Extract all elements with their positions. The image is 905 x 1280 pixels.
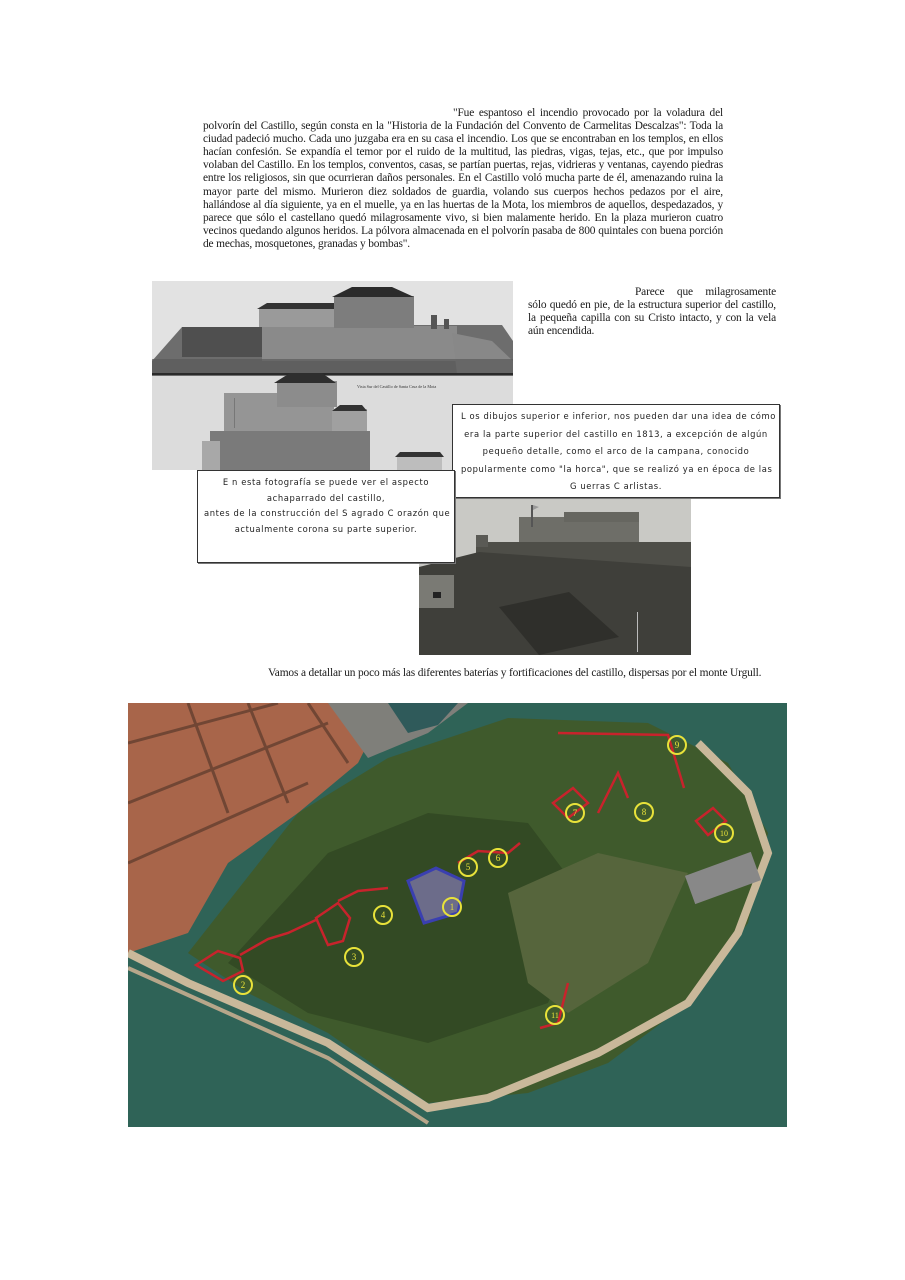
castle-old-photo bbox=[419, 497, 691, 655]
fire-quote-text: "Fue espantoso el incendio provocado por la voladura del polvorín del Castillo, según consta en la "Historia de la Fundación del Convento de Carmelitas Descalzas": Toda la ciudad padeció mucho. Cada uno juzgaba era en su casa el incendio. Los que se encontraban en los templos, en ellos hacían confesión. Se expandía el temor por el ruido de la multitud, las piedras, vigas, tejas, etc., que por impulso volaban del Castillo. En los templos, conventos, casas, se partían puertas, rejas, vidrieras y ventanas, cayendo piedras entre los religiosos, sin que ocurrieran daños personales. En el Castillo voló mucha parte de él, amenazando ruina la mayor parte del mismo. Murieron diez soldados de guardia, volando sus cuerpos hechos pedazos por el aire, hallándose al día siguiente, ya en el muelle, ya en las huertas de la Mota, los miembros de aquellos, despedazados, y parece que sólo el castellano quedó milagrosamente vivo, si bien malamente herido. En la plaza murieron cuatro vecinos quedando algunos heridos. La pólvora almacenada en el polvorín pasaba de 800 quintales con buena porción de mechas, mosquetones, granadas y bombas". bbox=[203, 107, 723, 250]
caption-line: actualmente corona su parte superior. bbox=[234, 523, 418, 534]
map-marker-2: 2 bbox=[240, 980, 246, 990]
batteries-intro-paragraph bbox=[130, 667, 777, 680]
monte-urgull-aerial-map bbox=[128, 703, 787, 1127]
caption-line: pequeño detalle, como el arco de la campana, conocido bbox=[482, 446, 750, 456]
map-marker-5: 5 bbox=[465, 862, 471, 872]
map-marker-4: 4 bbox=[380, 910, 386, 920]
batteries-intro-text: Vamos a detallar un poco más las diferentes baterías y fortificaciones del castillo, dispersas por el monte Urgull. bbox=[268, 667, 762, 679]
drawing-inscription: Vista Sur del Castillo de Santa Cruz de la Mota bbox=[357, 384, 437, 389]
map-marker-11: 11 bbox=[551, 1011, 559, 1020]
photo-caption-box bbox=[197, 470, 455, 563]
caption-line: L os dibujos superior e inferior, nos pueden dar una idea de cómo bbox=[461, 411, 776, 421]
map-marker-10: 10 bbox=[720, 829, 728, 838]
map-marker-1: 1 bbox=[449, 902, 455, 912]
chapel-paragraph bbox=[528, 286, 776, 338]
caption-line: G uerras C arlistas. bbox=[569, 481, 663, 491]
map-marker-9: 9 bbox=[674, 740, 680, 750]
caption-line: antes de la construcción del S agrado C orazón que bbox=[204, 508, 451, 518]
map-marker-7: 7 bbox=[572, 808, 578, 818]
caption-line: achaparrado del castillo, bbox=[266, 492, 386, 503]
fire-quote-paragraph bbox=[203, 107, 723, 251]
map-marker-6: 6 bbox=[495, 853, 501, 863]
caption-line: popularmente como "la horca", que se realizó ya en época de las bbox=[461, 463, 773, 474]
caption-line: era la parte superior del castillo en 1813, a excepción de algún bbox=[464, 428, 768, 439]
caption-line: E n esta fotografía se puede ver el aspecto bbox=[222, 477, 430, 487]
map-marker-8: 8 bbox=[641, 807, 647, 817]
chapel-text: Parece que milagrosamente sólo quedó en pie, de la estructura superior del castillo, la pequeña capilla con su Cristo intacto, y con la vela aún encendida. bbox=[528, 286, 776, 338]
drawings-caption-box bbox=[452, 404, 780, 498]
map-marker-3: 3 bbox=[351, 952, 357, 962]
